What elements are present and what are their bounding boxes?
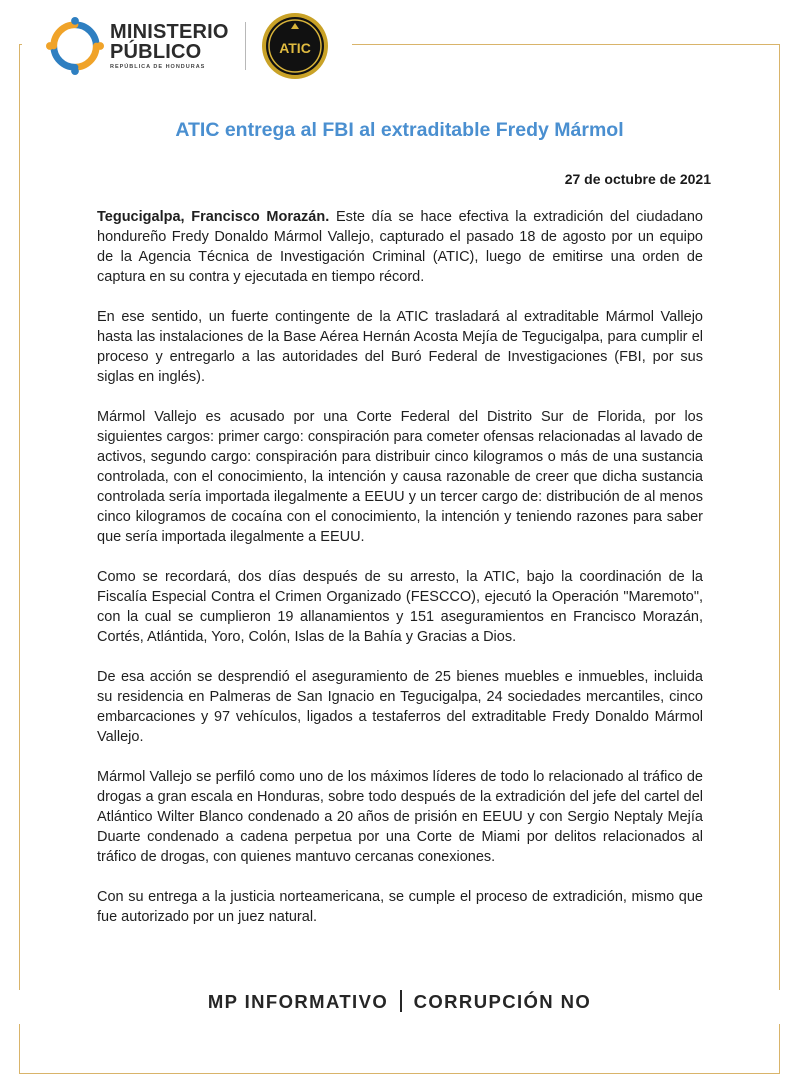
letterhead	[22, 6, 352, 86]
document-title: ATIC entrega al FBI al extraditable Fredy Mármol	[175, 119, 624, 141]
header-divider	[245, 22, 246, 70]
atic-badge-text: ATIC	[278, 40, 311, 56]
ministerio-publico-emblem-icon	[46, 17, 104, 75]
footer-separator	[400, 990, 402, 1012]
document-date: 27 de octubre de 2021	[564, 171, 711, 187]
paragraph-3: Mármol Vallejo es acusado por una Corte Federal del Distrito Sur de Florida, por los siguientes cargos: primer cargo: conspiración para cometer ofensas relacionadas al lavado de activos, segundo cargo: conspiración para distribuir cinco kilogramos o más de una sustancia controlada, con el conocimiento, la intención y causa razonable de creer que dicha sustancia controlada sería importada ilegalmente a EEUU y un tercer cargo de: distribución de al menos cinco kilogramos de cocaína con el conocimiento, la intención y teniendo razones para saber que sería importada ilegalmente a EEUU.	[97, 409, 703, 545]
paragraph-6: Mármol Vallejo se perfiló como uno de los máximos líderes de todo lo relacionado al tráfico de drogas a gran escala en Honduras, sobre todo después de la extradición del jefe del cartel del Atlántico Wilter Blanco condenado a 20 años de prisión en EEUU y con Sergio Neptaly Mejía Duarte condenado a cadena perpetua por una Corte de Miami por delitos relacionados al tráfico de drogas, con quienes mantuvo cercanas conexiones.	[97, 769, 703, 865]
org-country: REPÚBLICA DE HONDURAS	[110, 63, 206, 70]
paragraph-1-text: Este día se hace efectiva la extradición del ciudadano hondureño Fredy Donaldo Mármol Vallejo, capturado el pasado 18 de agosto por un equipo de la Agencia Técnica de Investigación Criminal (ATIC), luego de emitirse una orden de captura en su contra y ejecutada en tiempo récord.	[97, 209, 703, 285]
paragraph-1	[97, 207, 703, 287]
paragraph-5: De esa acción se desprendió el aseguramiento de 25 bienes muebles e inmuebles, incluida su residencia en Palmeras de San Ignacio en Tegucigalpa, 24 sociedades mercantiles, cinco embarcaciones y 97 vehículos, ligados a testaferros del extraditable Fredy Donaldo Mármol Vallejo.	[97, 669, 703, 745]
footer-tagline	[0, 990, 799, 1024]
atic-badge-icon	[260, 11, 330, 81]
dateline: Tegucigalpa, Francisco Morazán.	[97, 209, 330, 225]
org-name-line1: MINISTERIO	[110, 20, 229, 43]
paragraph-4: Como se recordará, dos días después de su arresto, la ATIC, bajo la coordinación de la Fiscalía Especial Contra el Crimen Organizado (FESCCO), ejecutó la Operación "Maremoto", con la cual se cumplieron 19 allanamientos y 151 aseguramientos en Francisco Morazán, Cortés, Atlántida, Yoro, Colón, Islas de la Bahía y Gracias a Dios.	[97, 569, 703, 645]
org-name-line2: PÚBLICO	[110, 40, 202, 63]
organization-name	[110, 22, 229, 71]
footer-left: MP INFORMATIVO	[207, 991, 389, 1012]
paragraph-7: Con su entrega a la justicia norteamericana, se cumple el proceso de extradición, mismo que fue autorizado por un juez natural.	[97, 889, 703, 925]
paragraph-2: En ese sentido, un fuerte contingente de la ATIC trasladará al extraditable Mármol Vallejo hasta las instalaciones de la Base Aérea Hernán Acosta Mejía de Tegucigalpa, para cumplir el proceso y entregarlo a las autoridades del Buró Federal de Investigaciones (FBI, por sus siglas en inglés).	[97, 309, 703, 385]
document-body	[97, 207, 703, 947]
footer-right: CORRUPCIÓN NO	[413, 991, 592, 1012]
